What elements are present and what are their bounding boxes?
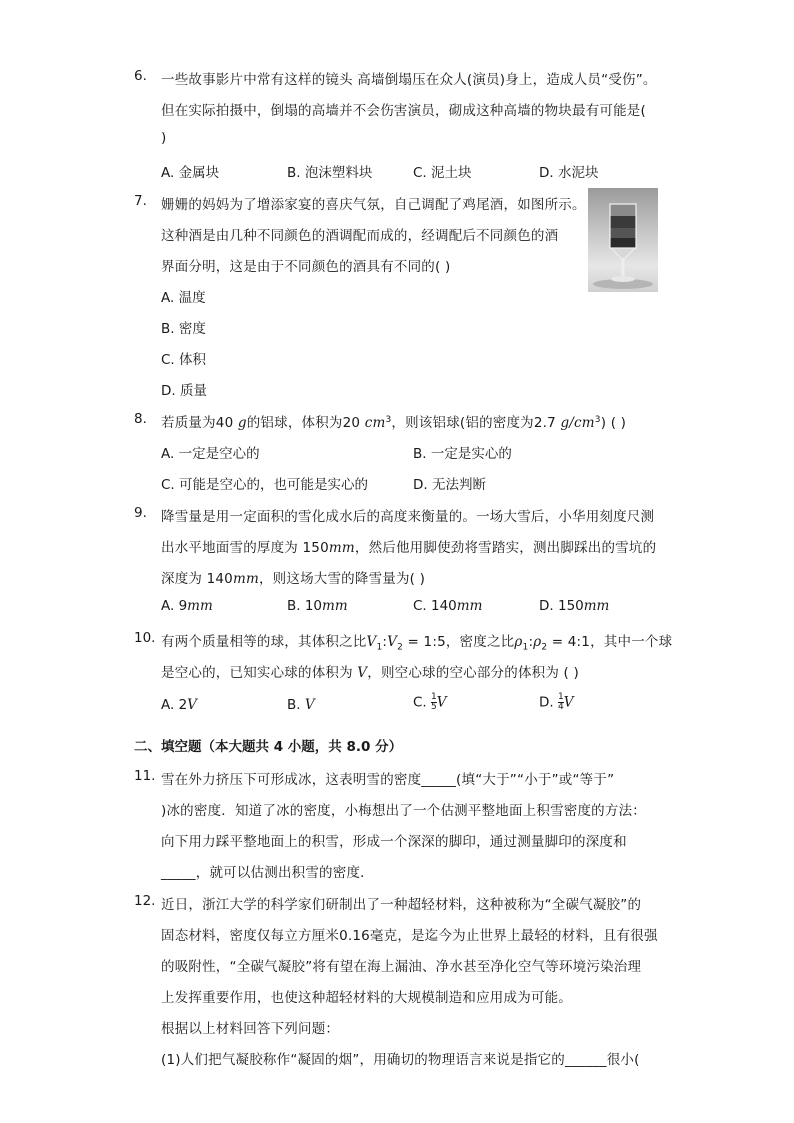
question-number: 8. xyxy=(134,411,147,427)
option-b[interactable]: B. 密度 xyxy=(161,321,206,337)
question-text: 向下用力踩平整地面上的积雪，形成一个深深的脚印，通过测量脚印的深度和 xyxy=(161,834,627,850)
unit-g: g xyxy=(237,415,247,431)
option-b[interactable]: B. 泡沫塑料块 xyxy=(287,165,373,181)
var-v: V xyxy=(563,694,574,711)
question-number: 11. xyxy=(134,768,156,784)
subscript: 1 xyxy=(376,642,383,653)
option-label: C. xyxy=(413,694,432,711)
question-text: 这种酒是由几种不同颜色的酒调配而成的，经调配后不同颜色的酒 xyxy=(161,228,559,244)
var-v: V xyxy=(387,634,398,650)
question-number: 10. xyxy=(134,630,156,646)
option-label: C. 140 xyxy=(413,598,457,614)
option-c[interactable]: C. 可能是空心的，也可能是实心的 xyxy=(161,477,369,493)
var-rho: ρ xyxy=(514,634,523,650)
option-c[interactable]: C. 体积 xyxy=(161,352,207,368)
option-label: B. xyxy=(287,697,305,713)
option-b[interactable]: B. 一定是实心的 xyxy=(413,446,512,462)
option-d[interactable] xyxy=(539,693,573,712)
subscript: 1 xyxy=(522,642,529,653)
fraction-denominator: 5 xyxy=(431,702,437,712)
question-text: 根据以上材料回答下列问题： xyxy=(161,1021,340,1037)
option-d[interactable]: D. 无法判断 xyxy=(413,477,486,493)
var-v: V xyxy=(436,694,447,711)
text-run: 是空心的，已知实心球的体积为 xyxy=(161,665,358,681)
question-number: 6. xyxy=(134,68,147,84)
text-run: ，则空心球的空心部分的体积为 ( ) xyxy=(367,665,579,681)
var-v: V xyxy=(357,665,368,681)
question-text xyxy=(161,536,656,556)
ratio: = 1:5 xyxy=(403,634,446,650)
option-a[interactable]: A. 金属块 xyxy=(161,165,220,181)
question-number: 7. xyxy=(134,193,147,209)
subscript: 2 xyxy=(397,642,404,653)
text-run: ，则该铝球(铝的密度为2.7 xyxy=(391,415,561,431)
option-c[interactable] xyxy=(413,598,482,614)
option-c[interactable] xyxy=(413,693,447,712)
question-text: 雪在外力挤压下可形成冰，这表明雪的密度_____(填“大于”“小于”或“等于” xyxy=(161,772,615,788)
question-text: 上发挥重要作用，也使这种超轻材料的大规模制造和应用成为可能。 xyxy=(161,990,572,1006)
text-run: ，密度之比 xyxy=(445,634,515,650)
cocktail-photo xyxy=(588,188,658,292)
question-text: 姗姗的妈妈为了增添家宴的喜庆气氛，自己调配了鸡尾酒，如图所示。 xyxy=(161,197,586,213)
unit-mm: mm xyxy=(328,540,355,556)
unit-mm: mm xyxy=(583,598,610,614)
option-label: A. 9 xyxy=(161,598,188,614)
cocktail-glass-icon xyxy=(588,188,658,292)
option-c[interactable]: C. 泥土块 xyxy=(413,165,472,181)
question-text: (1)人们把气凝胶称作“凝固的烟”，用确切的物理语言来说是指它的______很小( xyxy=(161,1052,640,1068)
question-number: 9. xyxy=(134,505,147,521)
unit-mm: mm xyxy=(456,598,483,614)
var-v: V xyxy=(366,634,377,650)
var-rho: ρ xyxy=(533,634,542,650)
text-run: ，然后他用脚使劲将雪踏实，测出脚踩出的雪坑的 xyxy=(354,540,657,556)
fraction-numerator: 1 xyxy=(557,692,564,702)
text-run: 若质量为40 xyxy=(161,415,238,431)
question-text: 降雪量是用一定面积的雪化成水后的高度来衡量的。一场大雪后，小华用刻度尺测 xyxy=(161,509,655,525)
text-run: ) ( ) xyxy=(600,415,627,431)
question-text xyxy=(161,661,579,681)
var-v: V xyxy=(304,697,315,713)
option-b[interactable] xyxy=(287,697,315,713)
text-run: 深度为 140 xyxy=(161,571,233,587)
option-a[interactable]: A. 一定是空心的 xyxy=(161,446,260,462)
option-b[interactable] xyxy=(287,598,348,614)
question-text: 固态材料，密度仅每立方厘米0.16毫克，是迄今为止世界上最轻的材料，且有很强 xyxy=(161,928,658,944)
option-a[interactable] xyxy=(161,697,197,713)
question-text: 但在实际拍摄中，倒塌的高墙并不会伤害演员，砌成这种高墙的物块最有可能是( xyxy=(161,103,646,119)
fraction-denominator: 4 xyxy=(557,702,564,712)
option-d[interactable] xyxy=(539,598,609,614)
text-run: : xyxy=(382,634,388,650)
question-number: 12. xyxy=(134,893,156,909)
option-a[interactable]: A. 温度 xyxy=(161,290,206,306)
option-d[interactable]: D. 质量 xyxy=(161,383,207,399)
option-label: B. 10 xyxy=(287,598,323,614)
text-run: : xyxy=(528,634,534,650)
question-text: )冰的密度．知道了冰的密度，小梅想出了一个估测平整地面上积雪密度的方法： xyxy=(161,803,646,819)
text-run: 的铝球，体积为20 xyxy=(246,415,365,431)
text-run: ，其中一个球 xyxy=(590,634,673,650)
text-run: ，则这场大雪的降雪量为( ) xyxy=(258,571,426,587)
unit-cm: cm xyxy=(364,415,386,431)
superscript: 3 xyxy=(594,415,601,425)
unit-mm: mm xyxy=(322,598,348,614)
var-v: V xyxy=(187,697,197,713)
unit-mm: mm xyxy=(187,598,213,614)
option-label: A. 2 xyxy=(161,697,188,713)
question-text xyxy=(161,630,672,653)
question-text xyxy=(161,411,626,431)
ratio: = 4:1 xyxy=(547,634,591,650)
fraction-numerator: 1 xyxy=(431,692,437,702)
text-run: 有两个质量相等的球，其体积之比 xyxy=(161,634,367,650)
option-label: D. xyxy=(539,694,558,711)
question-text: 一些故事影片中常有这样的镜头 高墙倒塌压在众人(演员)身上，造成人员“受伤”。 xyxy=(161,72,657,88)
question-text: 界面分明，这是由于不同颜色的酒具有不同的( ) xyxy=(161,259,451,275)
superscript: 3 xyxy=(385,415,392,425)
option-d[interactable]: D. 水泥块 xyxy=(539,165,599,181)
option-a[interactable] xyxy=(161,598,213,614)
unit-mm: mm xyxy=(232,571,259,587)
question-text: ) xyxy=(161,130,167,146)
question-text: 近日，浙江大学的科学家们研制出了一种超轻材料，这种被称为“全碳气凝胶”的 xyxy=(161,897,642,913)
option-label: D. 150 xyxy=(539,598,584,614)
question-text xyxy=(161,567,425,587)
text-run: 出水平地面雪的厚度为 150 xyxy=(161,540,329,556)
subscript: 2 xyxy=(541,642,548,653)
section-heading: 二、填空题（本大题共 4 小题，共 8.0 分） xyxy=(134,739,403,755)
question-text: _____，就可以估测出积雪的密度． xyxy=(161,865,374,881)
question-text: 的吸附性，“全碳气凝胶”将有望在海上漏油、净水甚至净化空气等环境污染治理 xyxy=(161,959,642,975)
unit-g-per-cm: g/cm xyxy=(560,415,595,431)
